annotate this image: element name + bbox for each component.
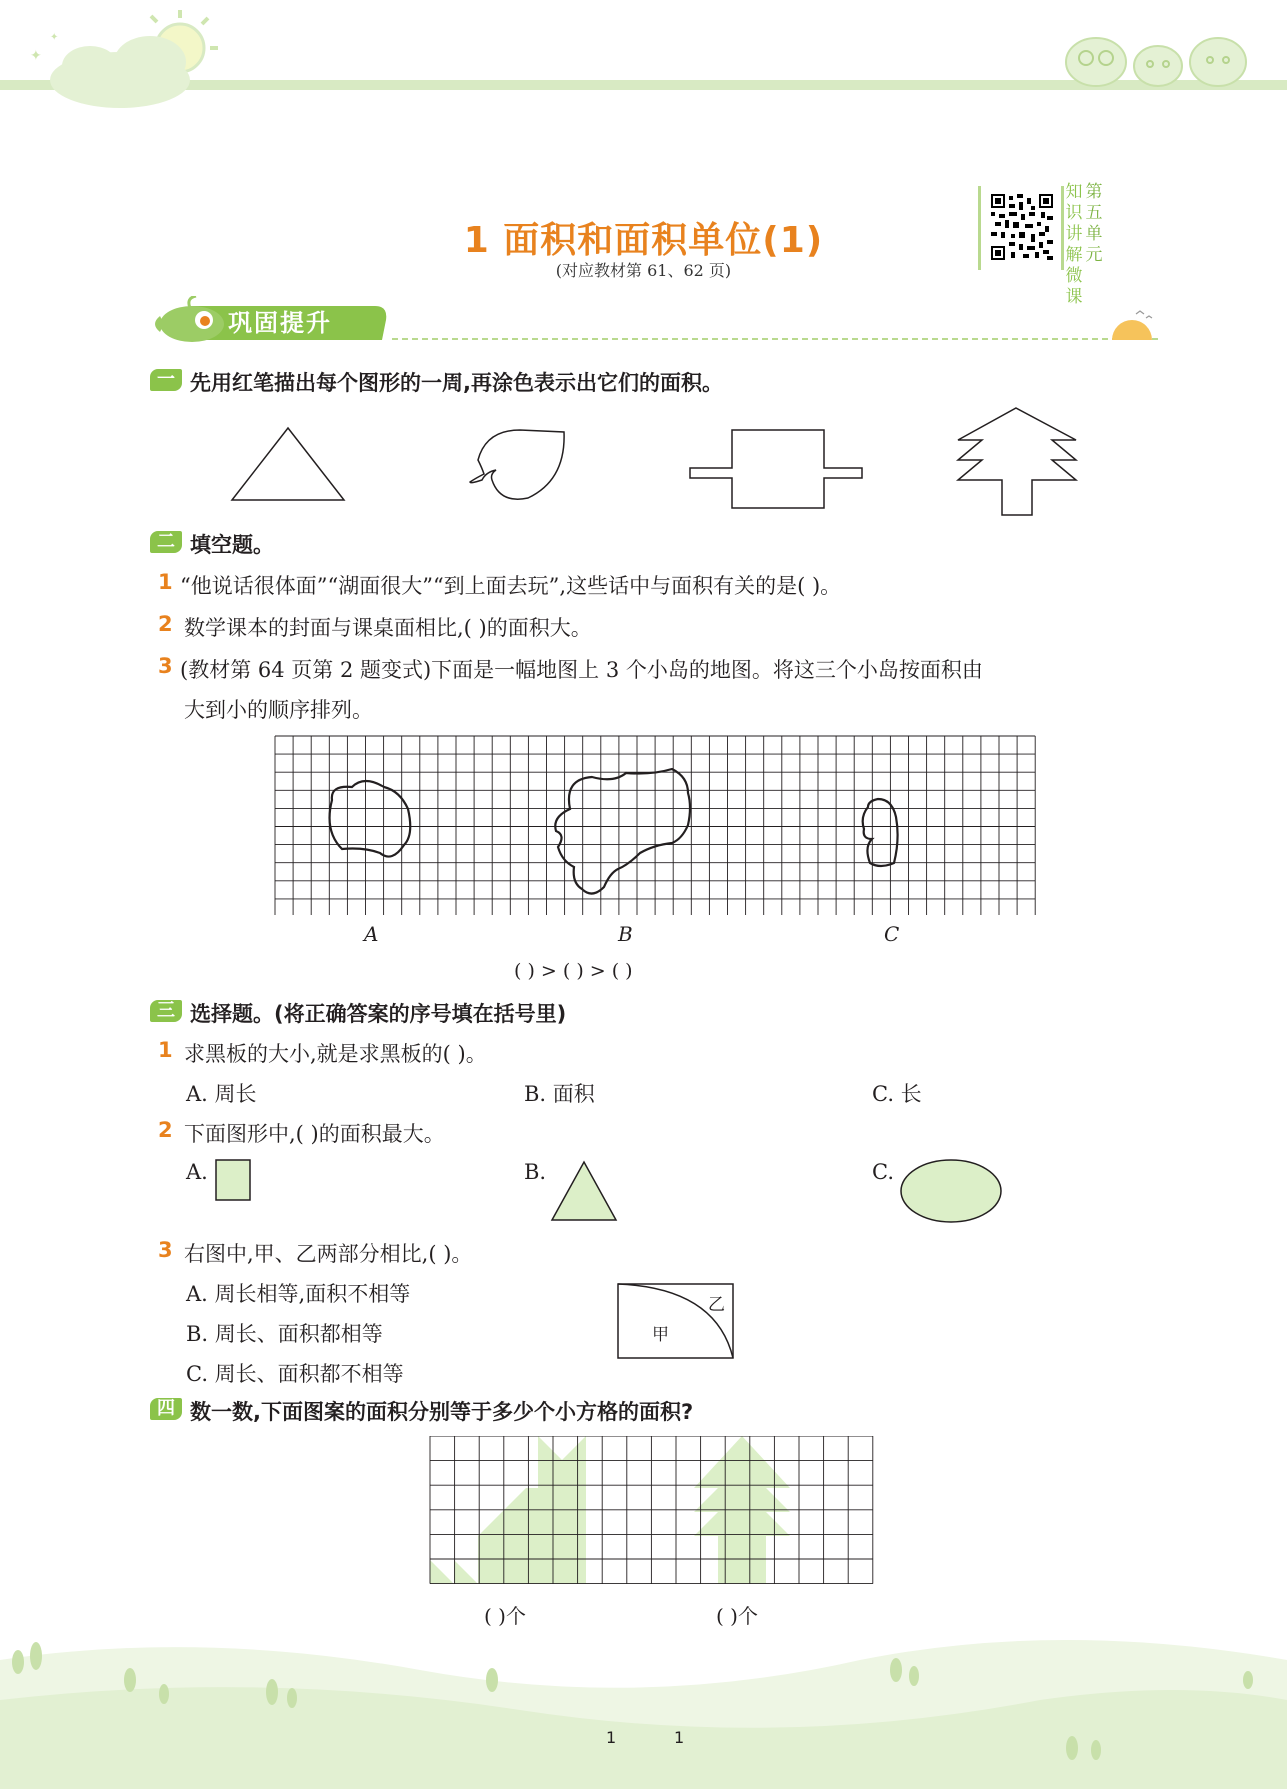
question-text-continued: 大到小的顺序排列。 — [184, 698, 373, 722]
island-label-b: B — [618, 922, 633, 946]
option-a[interactable]: A. — [186, 1160, 208, 1184]
question-text: 求黑板的大小,就是求黑板的( )。 — [184, 1042, 487, 1066]
section-3-badge: 三 — [150, 1000, 182, 1022]
question-text: (教材第 64 页第 2 题变式)下面是一幅地图上 3 个小岛的地图。将这三个小岛按面积由 — [180, 658, 983, 682]
qr-code-icon[interactable] — [991, 194, 1053, 260]
small-triangle-figure — [550, 1158, 620, 1224]
island-c — [863, 799, 898, 866]
question-text: 下面图形中,( )的面积最大。 — [184, 1122, 445, 1146]
option-c[interactable]: C. 长 — [872, 1082, 922, 1106]
island-map-grid — [274, 735, 1038, 915]
ellipse-figure — [898, 1158, 1004, 1224]
island-b — [555, 769, 690, 894]
triangle-shape[interactable] — [232, 428, 344, 500]
option-a[interactable]: A. 周长相等,面积不相等 — [186, 1282, 411, 1306]
question-text: 数学课本的封面与课桌面相比,( )的面积大。 — [184, 616, 592, 640]
option-b[interactable]: B. — [524, 1160, 547, 1184]
pattern-1-answer[interactable]: ( )个 — [484, 1604, 526, 1628]
section-1-badge: 一 — [150, 369, 182, 391]
rectangle-with-bars-shape[interactable] — [690, 430, 862, 508]
page-title: 1 面积和面积单位(1) — [463, 220, 824, 261]
island-a — [330, 781, 411, 857]
animal-heads-decoration — [1058, 18, 1258, 90]
qr-frame — [978, 186, 1064, 270]
question-number: 3 — [158, 1238, 173, 1262]
svg-text:✦: ✦ — [30, 48, 42, 64]
question-number: 1 — [158, 1038, 173, 1062]
tree-arrow-shape[interactable] — [958, 408, 1076, 515]
question-text: “他说话很体面”“湖面很大”“到上面去玩”,这些话中与面积有关的是( )。 — [180, 574, 842, 598]
order-answer-blank[interactable]: ( ) > ( ) > ( ) — [514, 960, 633, 982]
banner-divider — [392, 338, 1158, 340]
region-label-jia: 甲 — [652, 1325, 669, 1345]
section-4-title: 数一数,下面图案的面积分别等于多少个小方格的面积? — [190, 1400, 694, 1424]
option-c[interactable]: C. — [872, 1160, 894, 1184]
question-number: 3 — [158, 654, 173, 678]
option-b[interactable]: B. 周长、面积都相等 — [186, 1322, 383, 1346]
option-b[interactable]: B. 面积 — [524, 1082, 595, 1106]
page-number-right: 1 — [674, 1728, 685, 1747]
pattern-2-answer[interactable]: ( )个 — [716, 1604, 758, 1628]
section-banner-label: 巩固提升 — [228, 309, 332, 337]
option-c[interactable]: C. 周长、面积都不相等 — [186, 1362, 404, 1386]
landscape-decoration — [0, 1620, 1287, 1789]
question-number: 2 — [158, 1118, 173, 1142]
island-label-c: C — [884, 922, 900, 946]
pattern-grid — [428, 1436, 880, 1590]
leaf-shape[interactable] — [470, 430, 564, 499]
section-1-shapes — [220, 400, 1100, 520]
section-2-title: 填空题。 — [190, 533, 274, 557]
question-number: 1 — [158, 570, 173, 594]
island-label-a: A — [364, 922, 379, 946]
page-subtitle: (对应教材第 61、62 页) — [555, 261, 732, 280]
cloud-sun-decoration — [20, 0, 220, 115]
section-1-title: 先用红笔描出每个图形的一周,再涂色表示出它们的面积。 — [190, 371, 723, 395]
page-number-left: 1 — [606, 1728, 617, 1747]
question-text: 右图中,甲、乙两部分相比,( )。 — [184, 1242, 473, 1266]
section-3-title: 选择题。(将正确答案的序号填在括号里) — [190, 1002, 567, 1026]
region-label-yi: 乙 — [708, 1295, 725, 1315]
section-2-badge: 二 — [150, 531, 182, 553]
section-4-badge: 四 — [150, 1398, 182, 1420]
sunset-icon — [1108, 306, 1164, 342]
unit-label: 第五单元 — [1085, 182, 1103, 265]
qr-caption: 知识讲解微课 — [1065, 182, 1083, 307]
option-a[interactable]: A. 周长 — [186, 1082, 257, 1106]
question-number: 2 — [158, 612, 173, 636]
small-square-figure — [214, 1158, 254, 1204]
svg-text:✦: ✦ — [50, 32, 59, 43]
